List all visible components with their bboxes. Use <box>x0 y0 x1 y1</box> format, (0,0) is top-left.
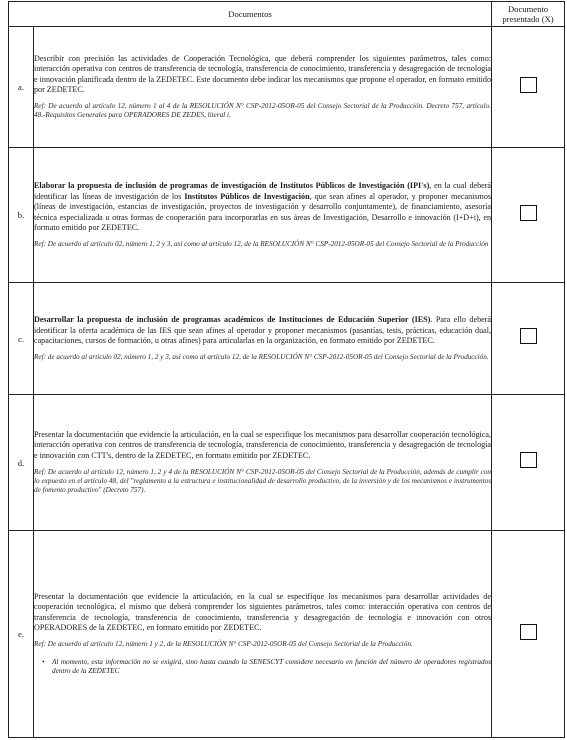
row-letter: e. <box>9 531 34 738</box>
presented-checkbox[interactable] <box>520 328 537 344</box>
presented-checkbox[interactable] <box>520 452 537 468</box>
row-text-part: Institutos Públicos de Investigación <box>184 191 310 201</box>
row-text-part: Elaborar la propuesta de inclusión de programas de investigación de Institutos Públicos de Investigación (IPI's) <box>34 180 430 190</box>
row-description: Describir con precisión las actividades de Cooperación Tecnológica, que deberá comprender los siguientes parámetros, tales como: interacción operativa con centros de transferencia de tecnología, transferencia de conocimiento, transferencia y desagregación de tecnología e innovación planificada dentro de la ZEDETEC. Este documento debe indicar los mecanismos que propone el operador, en formato emitido por ZEDETEC. <box>34 53 492 95</box>
presented-checkbox[interactable] <box>520 624 537 640</box>
table-row <box>9 27 565 148</box>
row-reference: Ref: De acuerdo al artículo 12, número 1, 2 y 4 de la RESOLUCIÓN N° CSP-2012-05OR-05 del Consejo Sectorial de la Producción, además de cumplir con lo expuesto en el artículo 48, del "reglamento a la estructura e institucionalidad de desarrollo productivo, de la inversión y de los mecanismos e instrumentos de fomento productivo" (Decreto 757). <box>34 467 492 494</box>
row-description: Presentar la documentación que evidencie la articulación, en la cual se especifique los mecanismos para desarrollar cooperación tecnológica, interacción operativa con centros de transferencia de tecnología, transferencia de conocimiento, transferencia y desagregación de tecnología e innovación con CTT's, dentro de la ZEDETEC, en formato emitido por ZEDETEC. <box>34 429 492 460</box>
requirements-table <box>8 1 565 738</box>
row-text-part: , que sean afines al operador, y proponer mecanismos (líneas de investigación, estancias de investigación, proyectos de investigación y desarrollo conjuntamente), de financiamiento, asesoría técnica especializada u otras formas de cooperación para incorporarlas en sus áreas de Investigación, Desarrollo e innovación (I+D+i), en formato emitido por ZEDETEC. <box>34 191 492 233</box>
row-note <box>42 658 492 676</box>
row-description <box>34 181 491 234</box>
row-reference: Ref: De acuerdo al artículo 12, número 1 al 4 de la RESOLUCIÓN N° CSP-2012-05OR-05 del Consejo Sectorial de la Producción. Decreto 757, artículo. 48.-Requisitos Generales para OPERADORES DE ZEDES, literal i. <box>34 101 492 120</box>
row-text-part: , en la cual deberá identificar las líneas de investigación de los <box>34 180 492 201</box>
row-letter: c. <box>9 283 34 395</box>
row-note-text: Al momento, esta información no se exigirá, sino hasta cuando la SENESCYT considere necesario en función del número de operadores registrados dentro de la ZEDETEC <box>52 658 492 676</box>
table-row <box>9 395 565 531</box>
bullet-icon: • <box>42 658 45 667</box>
header-documents: Documentos <box>9 2 492 27</box>
row-reference: Ref: de acuerdo al artículo 02, número 1, 2 y 3, así como al artículo 12, de la RESOLUCIÓN N° CSP-2012-05OR-05 del Consejo Sectorial de la Producción. <box>34 352 489 361</box>
row-text-part: Desarrollar la propuesta de inclusión de programas académicos de Instituciones de Educación Superior (IES) <box>34 315 431 324</box>
row-description <box>34 315 491 347</box>
header-presented: Documento presentado (X) <box>492 2 565 27</box>
presented-checkbox[interactable] <box>520 77 537 93</box>
row-letter: a. <box>9 27 34 148</box>
row-letter: d. <box>9 395 34 531</box>
row-description: Presentar la documentación que evidencie la articulación, en la cual se especifique los mecanismos para desarrollar actividades de cooperación tecnológica, el mismo que deberá comprender los siguientes parámetros, tales como: interacción operativa con centros de transferencia de tecnología, transferencia de conocimiento, transferencia y desagregación de tecnología e innovación con otros OPERADORES de la ZEDETEC, en formato emitido por ZEDETEC. <box>34 591 492 633</box>
table-row <box>9 148 565 283</box>
table-row <box>9 283 565 395</box>
row-reference: Ref: De acuerdo al artículo 02, número 1, 2 y 3, así como al artículo 12, de la RESOLUCIÓN N° CSP-2012-05OR-05 del Consejo Sectorial de la Producción <box>34 239 489 248</box>
row-letter: b. <box>9 148 34 283</box>
table-header-row <box>9 2 565 27</box>
table-row <box>9 531 565 738</box>
presented-checkbox[interactable] <box>520 205 537 221</box>
row-text-part: . Para ello deberá identificar la oferta académica de las IES que sean afines al operador y proponer mecanismos (pasantías, tesis, prácticas, educación dual, capacitaciones, cursos de formación, u otras afines) para articularlas en la organización, en formato emitido por ZEDETEC. <box>34 315 492 346</box>
row-reference: Ref: De acuerdo al artículo 12, número 1 y 2, de la RESOLUCIÓN N° CSP-2012-05OR-05 del Consejo Sectorial de la Producción. <box>34 639 413 648</box>
